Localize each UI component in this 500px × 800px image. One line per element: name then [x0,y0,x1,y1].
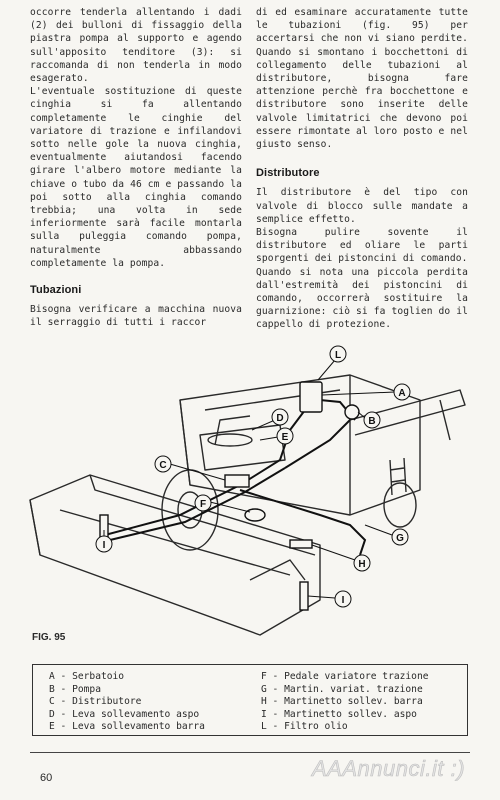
cutting-platform [30,475,320,635]
heading-distributore: Distributore [256,167,320,180]
legend-item: H - Martinetto sollev. barra [261,696,423,707]
left-paragraph-tail: Bisogna verificare a macchina nuova il serraggio di tutti i raccor [30,304,242,329]
svg-text:B: B [368,416,376,427]
pump [345,405,359,419]
svg-text:E: E [281,432,289,443]
legend-column-left [49,671,205,734]
right-column [256,6,468,332]
svg-text:G: G [396,533,404,544]
callout-c [155,456,225,480]
svg-text:A: A [398,388,406,399]
operator-station [200,425,285,470]
page-number: 60 [40,772,53,784]
combine-harvester-diagram [20,340,480,640]
legend-item: A - Serbatoio [49,671,125,682]
watermark: AAAnnunci.it :) [312,756,466,781]
distributor-block [225,475,249,487]
right-paragraph-1: Il distributore è del tipo con valvole di blocco sulle mandate a semplice effetto. [256,187,468,225]
legend-item: B - Pompa [49,683,101,695]
legend-item: L - Filtro olio [261,721,348,732]
callout-i-right [308,591,351,607]
oil-tank [300,382,322,412]
rear-wheel [384,483,416,527]
right-paragraph-3: Quando si nota una piccola perdita dall'estremità dei pistoncini di comando, occorrerà sostituire la guarnizione: ciò si fa toglien do il cappello di protezione. [256,266,468,331]
legend-item: I - Martinetto sollev. aspo [261,708,417,720]
callout-a [322,384,410,400]
legend-item: C - Distributore [49,696,142,707]
cylinder-h [290,540,312,548]
callout-g [365,525,408,545]
right-paragraph-2: Bisogna pulire sovente il distributore ed oliare le parti sporgenti dei pistoncini di comando. [256,227,468,265]
callout-b [358,412,380,428]
svg-text:D: D [276,413,284,424]
cylinder-f [245,509,265,521]
left-paragraph-2: L'eventuale sostituzione di queste cinghia si fa allentando completamente le cinghie del variatore di trazione e infilandovi sotto nelle gole la nuova cinghia, eventualmente aiutandosi facendo girare l'albero motore mediante la chiave o tubo da 46 cm e passando la poi sotto alla cinghia comando trebbia; una volta in sede inferiormente sarà facile montarla sulla puleggia comando pompa, naturalmente abbassando completamente la pompa. [30,86,242,269]
heading-tubazioni: Tubazioni [30,284,82,297]
legend-column-right [261,671,429,734]
reel-arm [250,560,305,580]
legend-item: D - Leva sollevamento aspo [49,708,200,720]
svg-text:I: I [102,540,106,551]
left-column [30,6,242,330]
cylinder-i-right [300,582,308,610]
right-paragraph-intro: di ed esaminare accuratamente tutte le tubazioni (fig. 95) per accertarsi che non vi siano perdite. Quando si smontano i bocchettoni di collegamento delle tubazioni al distributore, bisogna fare attenzione perchè fra bocchettone e distributore sono inserite delle valvole limitatrici che devono poi essere rimontate al loro posto e nel giusto senso. [256,7,468,151]
callout-l [318,346,346,380]
svg-text:F: F [199,499,207,510]
footer-rule [30,752,470,753]
figure-legend [32,664,468,736]
figure-caption: FIG. 95 [32,632,66,643]
callout-e [260,428,293,444]
legend-item: F - Pedale variatore trazione [261,671,429,682]
svg-text:H: H [358,559,366,570]
legend-item: G - Martin. variat. trazione [261,683,423,695]
legend-item: E - Leva sollevamento barra [49,721,205,732]
svg-text:C: C [159,460,167,471]
left-paragraph-1: occorre tenderla allentando i dadi (2) dei bulloni di fissaggio della piastra pompa al supporto e agendo sull'apposito tenditore (3): si raccomanda di non tenderla in modo esagerato. [30,7,242,85]
svg-text:L: L [334,350,342,361]
svg-text:I: I [341,595,345,606]
